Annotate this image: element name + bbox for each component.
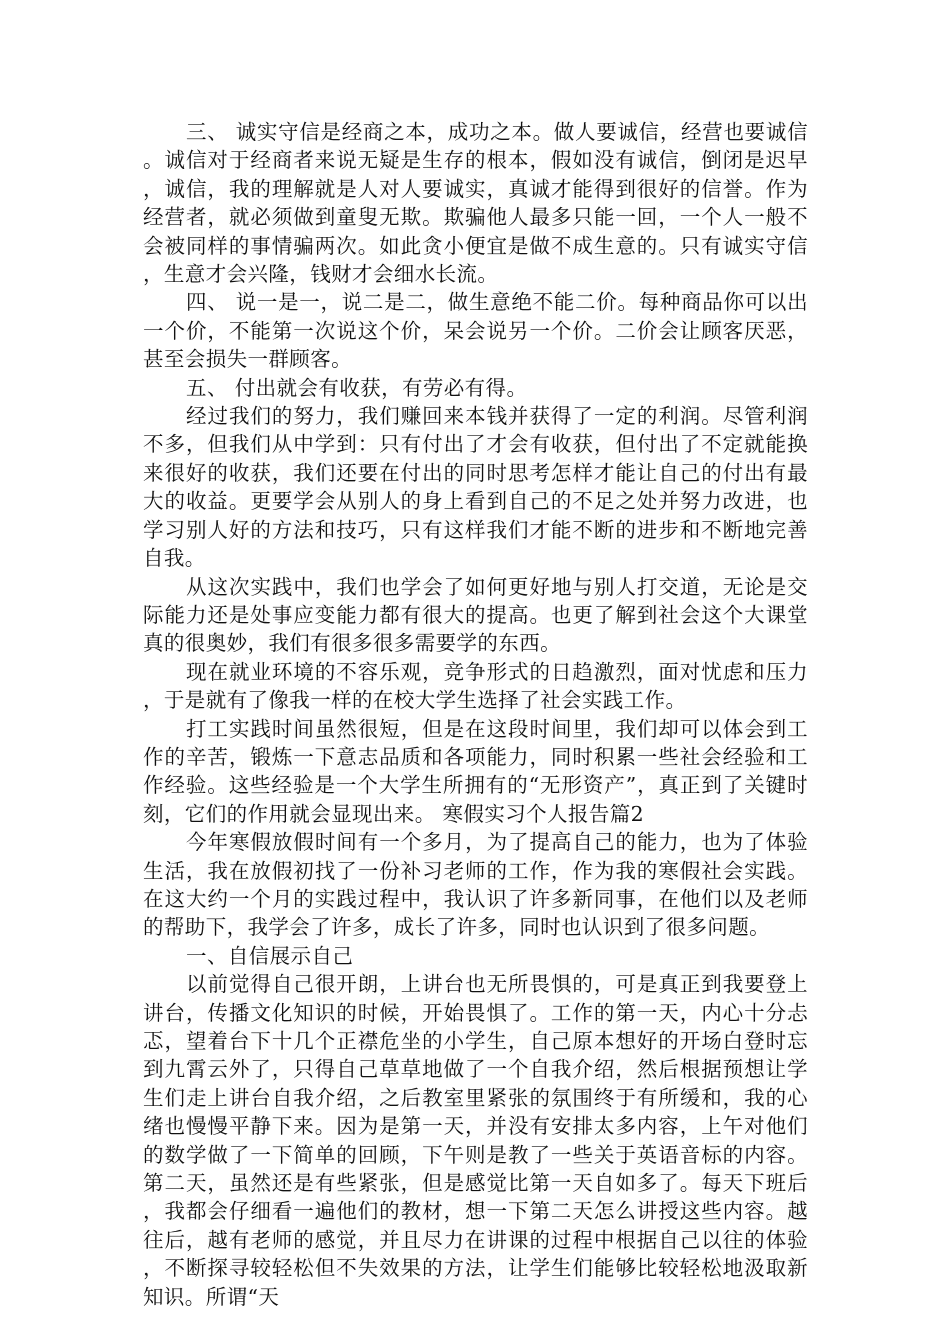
paragraph-employment: 现在就业环境的不容乐观，竞争形式的日趋激烈，面对忧虑和压力，于是就有了像我一样的在校大学生选择了社会实践工作。 <box>143 659 808 713</box>
paragraph-effort-heading: 五、 付出就会有收获，有劳必有得。 <box>186 375 528 400</box>
paragraph-teaching: 以前觉得自己很开朗，上讲台也无所畏惧的，可是真正到我要登上讲台，传播文化知识的时候，开始畏惧了。工作的第一天，内心十分忐忑，望着台下十几个正襟危坐的小学生，自己原本想好的开场白登时忘到九霄云外了，只得自己草草地做了一个自我介绍，然后根据预想让学生们走上讲台自我介绍，之后教室里紧张的氛围终于有所缓和，我的心绪也慢慢平静下来。因为是第一天，并没有安排太多内容，上午对他们的数学做了一下简单的回顾，下午则是教了一些关于英语音标的内容。第二天，虽然还是有些紧张，但是感觉比第一天自如多了。每天下班后，我都会仔细看一遍他们的教材，想一下第二天怎么讲授这些内容。越往后，越有老师的感觉，并且尽力在讲课的过程中根据自己以往的体验，不断探寻较轻松但不失效果的方法，让学生们能够比较轻松地汲取新知识。所谓“天 <box>143 972 808 1309</box>
document-body <box>143 118 808 1311</box>
paragraph-communication: 从这次实践中，我们也学会了如何更好地与别人打交道，无论是交际能力还是处事应变能力都有很大的提高。也更了解到社会这个大课堂真的很奥妙，我们有很多很多需要学的东西。 <box>143 574 808 656</box>
paragraph-winter-vacation: 今年寒假放假时间有一个多月，为了提高自己的能力，也为了体验生活，我在放假初找了一份补习老师的工作，作为我的寒假社会实践。在这大约一个月的实践过程中，我认识了许多新同事，在他们以及老师的帮助下，我学会了许多，成长了许多，同时也认识到了很多问题。 <box>143 830 808 940</box>
paragraph-profit: 经过我们的努力，我们赚回来本钱并获得了一定的利润。尽管利润不多，但我们从中学到：只有付出了才会有收获，但付出了不定就能换来很好的收获，我们还要在付出的同时思考怎样才能让自己的付出有最大的收益。更要学会从别人的身上看到自己的不足之处并努力改进，也学习别人好的方法和技巧，只有这样我们才能不断的进步和不断地完善自我。 <box>143 404 808 571</box>
paragraph-honesty: 三、 诚实守信是经商之本，成功之本。做人要诚信，经营也要诚信。诚信对于经商者来说无疑是生存的根本，假如没有诚信，倒闭是迟早，诚信，我的理解就是人对人要诚实，真诚才能得到很好的信誉。作为经营者，就必须做到童叟无欺。欺骗他人最多只能一回，一个人一般不会被同样的事情骗两次。如此贪小便宜是做不成生意的。只有诚实守信，生意才会兴隆，钱财才会细水长流。 <box>143 120 808 287</box>
paragraph-confidence-heading: 一、自信展示自己 <box>186 943 354 968</box>
paragraph-work-experience: 打工实践时间虽然很短，但是在这段时间里，我们却可以体会到工作的辛苦，锻炼一下意志品质和各项能力，同时积累一些社会经验和工作经验。这些经验是一个大学生所拥有的“无形资产”，真正到了关键时刻，它们的作用就会显现出来。 寒假实习个人报告篇2 <box>143 716 808 826</box>
paragraph-one-price: 四、 说一是一，说二是二，做生意绝不能二价。每种商品你可以出一个价，不能第一次说这个价，呆会说另一个价。二价会让顾客厌恶，甚至会损失一群顾客。 <box>143 290 808 372</box>
